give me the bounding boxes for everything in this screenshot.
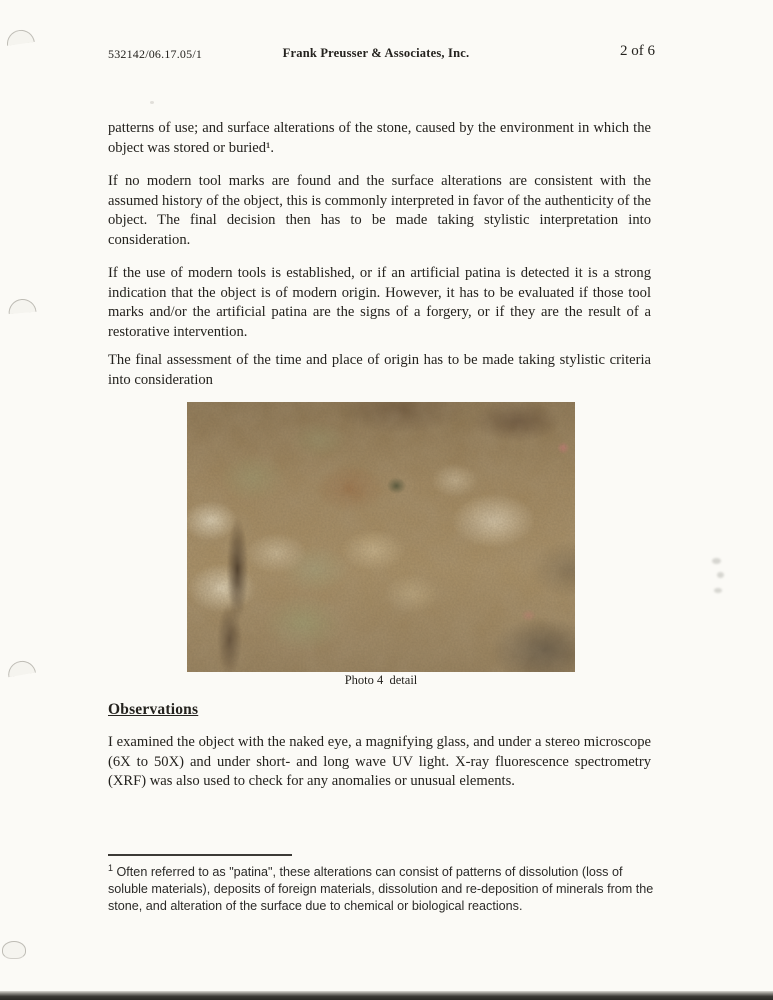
footnote-text [108, 860, 660, 915]
scan-smudge [717, 572, 724, 578]
scan-dust-speck [150, 101, 154, 104]
scanner-edge-bar [0, 991, 773, 1000]
footnote-body: Often referred to as "patina", these alterations can consist of patterns of dissolution (loss of soluble materials), deposits of foreign materials, dissolution and re-deposition of minerals from the stone, and alteration of the surface due to chemical or biological reactions. [108, 865, 654, 913]
paragraph-final-assessment: The final assessment of the time and place of origin has to be made taking stylistic criteria into consideration [108, 352, 651, 388]
company-name: Frank Preusser & Associates, Inc. [282, 46, 470, 60]
footnote-marker: 1 [108, 863, 114, 873]
footnote-divider [108, 854, 292, 856]
photo-caption: Photo 4 detail [344, 673, 418, 687]
paragraph-examination-methods: I examined the object with the naked eye, a magnifying glass, and under a stereo microscope (6X to 50X) and under short- and long wave UV light. X-ray fluorescence spectrometry (XRF) was also used to check for any anomalies or unusual elements. [108, 734, 651, 790]
photo-4-detail-image [187, 402, 575, 672]
photo-noise-texture [187, 402, 575, 672]
observations-heading: Observations [108, 701, 199, 718]
paragraph-modern-tools-established: If the use of modern tools is established, or if an artificial patina is detected it is a strong indication that the object is of modern origin. However, it has to be evaluated if those tool marks and/or the artificial patina are the signs of a forgery, or if they are the result of a restorative intervention. [108, 265, 651, 340]
binder-hole-mark [6, 659, 36, 678]
document-ref-number: 532142/06.17.05/1 [108, 47, 203, 61]
scan-smudge [712, 558, 721, 564]
page-number: 2 of 6 [620, 43, 655, 59]
paragraph-no-modern-tool-marks: If no modern tool marks are found and the surface alterations are consistent with the assumed history of the object, this is commonly interpreted in favor of the authenticity of the object. The final decision then has to be made taking stylistic interpretation into consideration. [108, 173, 651, 248]
binder-hole-mark [7, 298, 36, 314]
binder-hole-mark [5, 28, 35, 46]
paragraph-surface-alterations: patterns of use; and surface alterations of the stone, caused by the environment in which the object was stored or buried¹. [108, 120, 651, 156]
binder-hole-mark [2, 941, 26, 959]
scan-smudge [714, 588, 722, 593]
